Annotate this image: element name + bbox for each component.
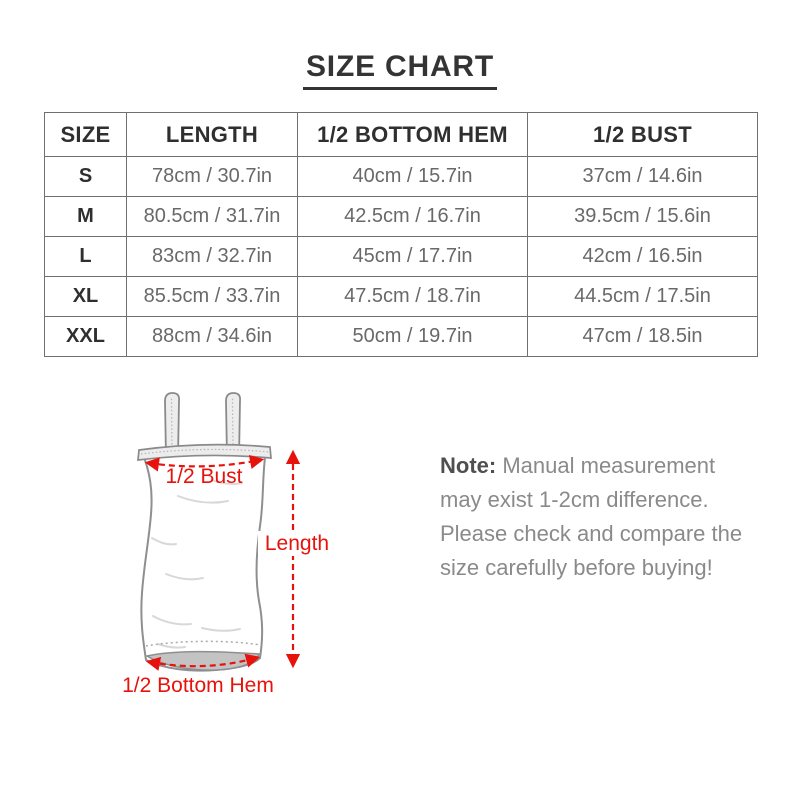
col-header-bust: 1/2 BUST (528, 113, 758, 157)
table-row-l (45, 237, 758, 277)
cell-size: XXL (45, 317, 127, 357)
cell-bust: 47cm / 18.5in (528, 317, 758, 357)
cell-size: L (45, 237, 127, 277)
cell-length: 83cm / 32.7in (127, 237, 298, 277)
note-label: Note: (440, 453, 497, 478)
col-header-size: SIZE (45, 113, 127, 157)
cell-size: S (45, 157, 127, 197)
col-header-bottom-hem: 1/2 BOTTOM HEM (298, 113, 528, 157)
cell-bust: 39.5cm / 15.6in (528, 197, 758, 237)
cell-bust: 44.5cm / 17.5in (528, 277, 758, 317)
page-title (0, 50, 800, 90)
cell-length: 88cm / 34.6in (127, 317, 298, 357)
cell-bust: 37cm / 14.6in (528, 157, 758, 197)
note-text: Manual measurement may exist 1-2cm difference. Please check and compare the size carefully before buying! (440, 453, 743, 580)
cell-size: M (45, 197, 127, 237)
table-header-row (45, 113, 758, 157)
cell-bottom-hem: 45cm / 17.7in (298, 237, 528, 277)
table-row-s (45, 157, 758, 197)
table-row-xl (45, 277, 758, 317)
table-row-m (45, 197, 758, 237)
page-title-text: SIZE CHART (303, 50, 497, 90)
cell-length: 78cm / 30.7in (127, 157, 298, 197)
measurement-note (440, 449, 748, 585)
cell-size: XL (45, 277, 127, 317)
cell-bottom-hem: 40cm / 15.7in (298, 157, 528, 197)
cell-bottom-hem: 42.5cm / 16.7in (298, 197, 528, 237)
cell-bottom-hem: 47.5cm / 18.7in (298, 277, 528, 317)
size-chart-table (44, 112, 758, 357)
cell-length: 85.5cm / 33.7in (127, 277, 298, 317)
table-row-xxl (45, 317, 758, 357)
cell-bust: 42cm / 16.5in (528, 237, 758, 277)
bottom-hem-measure-label: 1/2 Bottom Hem (122, 674, 274, 697)
bust-measure-label: 1/2 Bust (165, 465, 243, 488)
length-measure-label: Length (258, 531, 336, 556)
col-header-length: LENGTH (127, 113, 298, 157)
cell-bottom-hem: 50cm / 19.7in (298, 317, 528, 357)
cell-length: 80.5cm / 31.7in (127, 197, 298, 237)
